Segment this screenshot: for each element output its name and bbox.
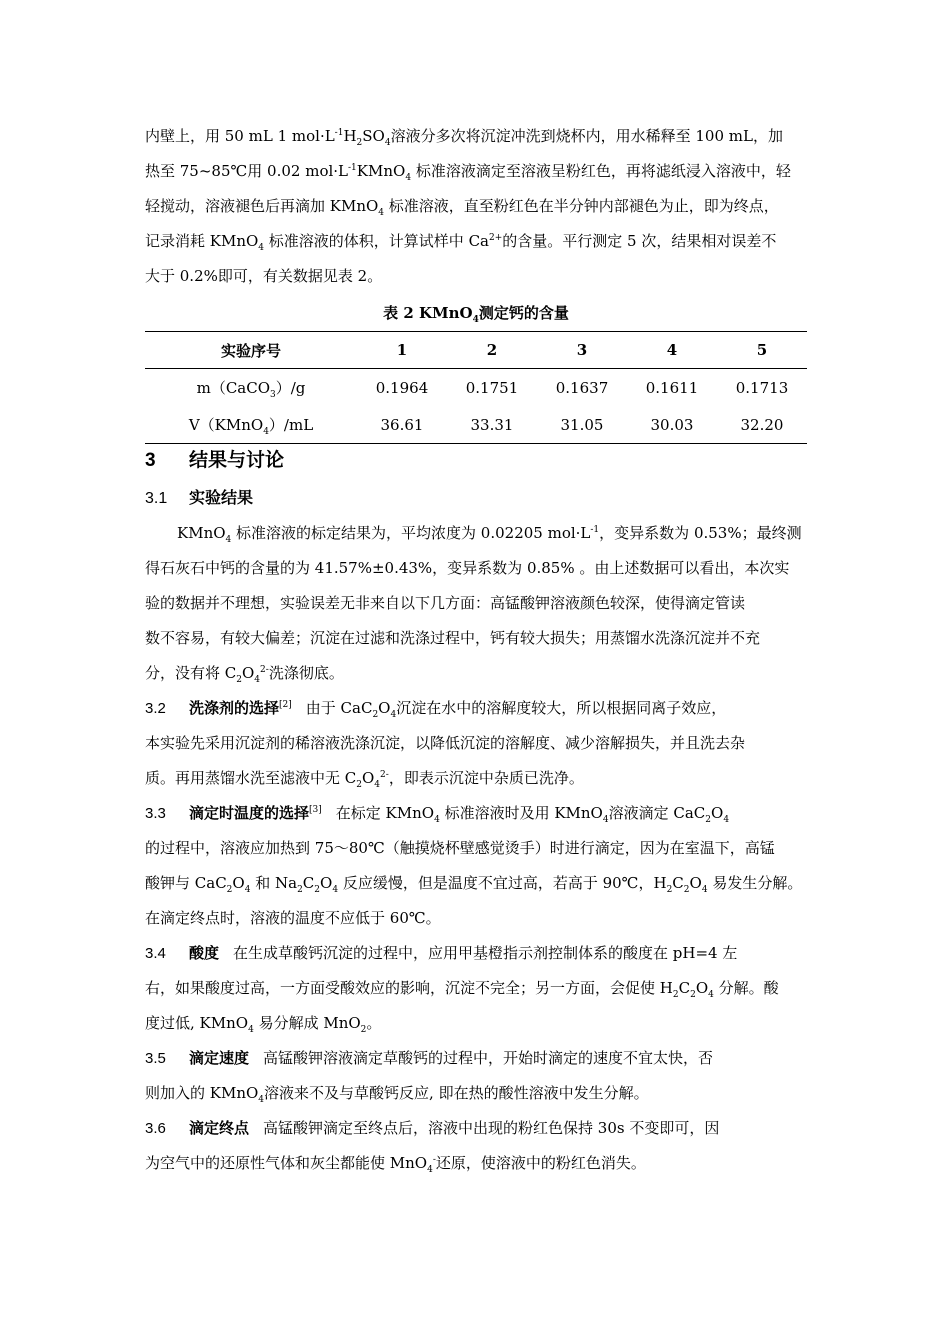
text-line: 轻搅动，溶液褪色后再滴加 KMnO$_4$ 标准溶液，直至粉红色在半分钟内部褪色为止，即为终点， xyxy=(145,197,779,218)
table-cell: 0.1751 xyxy=(465,378,519,397)
table-cell: 30.03 xyxy=(650,415,694,434)
text-line: 在滴定终点时，溶液的温度不应低于 60℃。 xyxy=(145,909,441,927)
header-cell: 4 xyxy=(627,332,717,369)
header-cell: 实验序号 xyxy=(145,332,357,369)
table-cell: 0.1964 xyxy=(375,378,429,397)
table-row xyxy=(145,406,807,444)
paragraph-3-6 xyxy=(145,1111,807,1181)
paragraph-3-3 xyxy=(145,796,807,936)
text-line: 度过低, KMnO$_4$ 易分解成 MnO$_2$。 xyxy=(145,1014,382,1035)
paragraph-3-4 xyxy=(145,936,807,1041)
text-line: 大于 0.2%即可，有关数据见表 2。 xyxy=(145,267,383,285)
text-line: 验的数据并不理想，实验误差无非来自以下几方面：高锰酸钾溶液颜色较深，使得滴定管读 xyxy=(145,594,746,612)
text-line: 酸钾与 $CaC_2O_4$ 和 $Na_2C_2O_4$ 反应缓慢，但是温度不宜过高，若高于 90℃，$H_2C_2O_4$ 易发生分解。 xyxy=(145,874,803,895)
header-cell: 5 xyxy=(717,332,807,369)
table-cell: 32.20 xyxy=(740,415,784,434)
table-cell: 0.1713 xyxy=(735,378,789,397)
table-cell: 0.1637 xyxy=(555,378,609,397)
section-title: 结果与讨论 xyxy=(189,449,285,471)
text-line: 3.2 洗涤剂的选择[2] 由于 $CaC_2O_4$沉淀在水中的溶解度较大，所以根据同离子效应， xyxy=(145,699,727,720)
table-cell: 0.1611 xyxy=(645,378,699,397)
text-line: 3.5 滴定速度 高锰酸钾溶液滴定草酸钙的过程中，开始时滴定的速度不宜太快，否 xyxy=(145,1049,714,1067)
text-line: 记录消耗 KMnO$_4$ 标准溶液的体积，计算试样中 $Ca^{2+}$的含量。平行测定 5 次，结果相对误差不 xyxy=(145,232,777,253)
row-label: m（CaCO$_3$）/g xyxy=(196,379,306,400)
paragraph-3-2 xyxy=(145,691,807,796)
subsection-title: 洗涤剂的选择 xyxy=(189,699,280,717)
table-cell: 31.05 xyxy=(560,415,604,434)
header-cell: 1 xyxy=(357,332,447,369)
text-line: 质。再用蒸馏水洗至滤液中无 $C_2O_4^{2-}$，即表示沉淀中杂质已洗净。 xyxy=(145,769,584,790)
row-label: V（KMnO$_4$）/mL xyxy=(188,416,314,437)
text-line: 本实验先采用沉淀剂的稀溶液洗涤沉淀，以降低沉淀的溶解度、减少溶解损失，并且洗去杂 xyxy=(145,734,746,752)
page-content xyxy=(145,119,807,1181)
text-line: 内壁上，用 50 mL 1 $mol\cdot L^{-1}H_2SO_4$溶液分多次将沉淀冲洗到烧杯内，用水稀释至 100 mL，加 xyxy=(145,127,783,148)
table-header-row xyxy=(145,332,807,369)
text-line: 则加入的 KMnO$_4$溶液来不及与草酸钙反应, 即在热的酸性溶液中发生分解。 xyxy=(145,1084,649,1105)
text-line: 3.6 滴定终点 高锰酸钾滴定至终点后，溶液中出现的粉红色保持 30s 不变即可，因 xyxy=(145,1119,720,1137)
text-line: 为空气中的还原性气体和灰尘都能使 MnO$_4$-还原，使溶液中的粉红色消失。 xyxy=(145,1154,646,1175)
subsection-title: 滴定终点 xyxy=(189,1119,250,1137)
text-line: KMnO$_4$ 标准溶液的标定结果为，平均浓度为 0.02205 $mol\cdot L^{-1}$，变异系数为 0.53%；最终测 xyxy=(177,524,802,545)
text-line: 的过程中，溶液应加热到 75～80℃（触摸烧杯壁感觉烫手）时进行滴定，因为在室温下，高锰 xyxy=(145,839,775,857)
text-line: 热至 75~85℃用 0.02 $mol\cdot L^{-1}KMnO_4$ 标准溶液滴定至溶液呈粉红色，再将滤纸浸入溶液中，轻 xyxy=(145,162,791,183)
intro-paragraph xyxy=(145,119,807,294)
header-cell: 2 xyxy=(447,332,537,369)
text-line: 分，没有将 $C_2O_4^{2-}$洗涤彻底。 xyxy=(145,664,344,685)
text-line: 右，如果酸度过高，一方面受酸效应的影响，沉淀不完全；另一方面，会促使 $H_2C_2O_4$ 分解。酸 xyxy=(145,979,779,1000)
text-line: 3.3 滴定时温度的选择[3] 在标定 KMnO$_4$ 标准溶液时及用 KMnO$_4$溶液滴定 $CaC_2O_4$ xyxy=(145,804,730,825)
subsection-title: 滴定速度 xyxy=(189,1049,250,1067)
table-cell: 36.61 xyxy=(380,415,424,434)
section-number: 3 xyxy=(145,450,156,471)
table-caption: 表 2 KMnO$_4$测定钙的含量 xyxy=(383,304,569,325)
paragraph-3-5 xyxy=(145,1041,807,1111)
text-line: 3.4 酸度 在生成草酸钙沉淀的过程中，应用甲基橙指示剂控制体系的酸度在 pH=4 左 xyxy=(145,944,738,962)
text-line: 数不容易，有较大偏差；沉淀在过滤和洗涤过程中，钙有较大损失；用蒸馏水洗涤沉淀并不充 xyxy=(145,629,761,647)
data-table xyxy=(145,331,807,444)
subsection-heading-3-1: 3.1 实验结果 xyxy=(145,488,254,507)
subsection-title: 酸度 xyxy=(189,944,220,962)
table-cell: 33.31 xyxy=(470,415,514,434)
text-line: 得石灰石中钙的含量的为 41.57%±0.43%，变异系数为 0.85% 。由上述数据可以看出，本次实 xyxy=(145,559,790,577)
header-cell: 3 xyxy=(537,332,627,369)
subsection-title: 滴定时温度的选择 xyxy=(189,804,310,822)
table-row xyxy=(145,369,807,407)
section-heading xyxy=(145,446,807,475)
paragraph-3-1 xyxy=(145,516,807,691)
